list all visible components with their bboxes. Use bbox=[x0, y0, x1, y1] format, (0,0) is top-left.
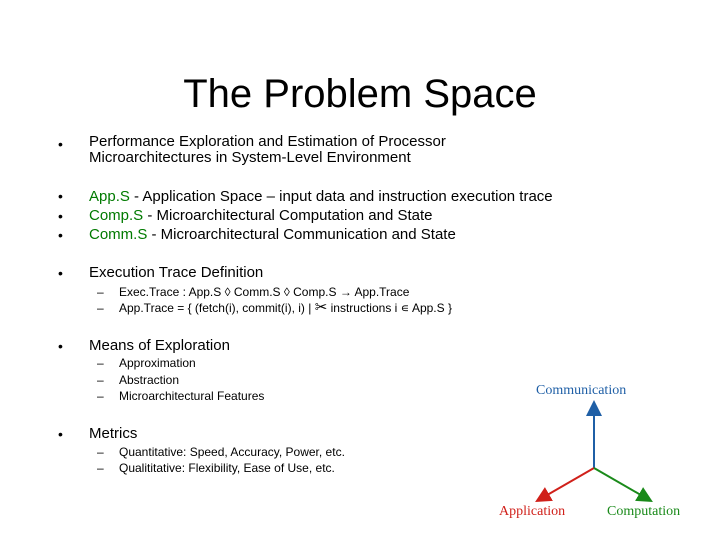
bullet-5-marker: • bbox=[58, 265, 63, 281]
dash: – bbox=[97, 461, 104, 475]
bullet-3-marker: • bbox=[58, 208, 63, 224]
app-s-desc: - Application Space – input data and instruction execution trace bbox=[129, 188, 553, 205]
app-trace-def-b: instructions i ∊ App.S } bbox=[327, 301, 452, 315]
application-label: Application bbox=[499, 504, 566, 519]
exec-trace-heading: Execution Trace Definition bbox=[89, 264, 264, 281]
qualitative-text: Qualititative: Flexibility, Ease of Use, etc. bbox=[119, 461, 335, 475]
quantitative-text: Quantitative: Speed, Accuracy, Power, etc. bbox=[119, 445, 345, 459]
comm-s-term: Comm.S bbox=[89, 226, 148, 243]
bullet-1-line-1: Performance Exploration and Estimation of Processor bbox=[89, 133, 446, 150]
computation-axis bbox=[594, 468, 646, 498]
metrics-heading: Metrics bbox=[89, 425, 138, 442]
forall-symbol: ✂ bbox=[314, 299, 328, 316]
features-text: Microarchitectural Features bbox=[119, 389, 265, 403]
dash: – bbox=[97, 373, 104, 387]
dash: – bbox=[97, 445, 104, 459]
dash: – bbox=[97, 301, 104, 315]
bullet-6-marker: • bbox=[58, 338, 63, 354]
computation-label: Computation bbox=[607, 504, 681, 519]
comm-s-desc: - Microarchitectural Communication and State bbox=[147, 226, 456, 243]
dash: – bbox=[97, 356, 104, 370]
exec-trace-def: Exec.Trace : App.S ◊ Comm.S ◊ Comp.S → App.Trace bbox=[119, 285, 410, 299]
bullet-1-marker: • bbox=[58, 136, 63, 152]
approximation-text: Approximation bbox=[119, 356, 196, 370]
app-s-term: App.S bbox=[89, 188, 130, 205]
application-axis bbox=[542, 468, 594, 498]
bullet-1-line-2: Microarchitectures in System-Level Environment bbox=[89, 149, 411, 166]
app-trace-def-a: App.Trace = { (fetch(i), commit(i), i) | bbox=[119, 301, 315, 315]
dash: – bbox=[97, 389, 104, 403]
bullet-7-marker: • bbox=[58, 426, 63, 442]
comp-s-desc: - Microarchitectural Computation and State bbox=[143, 207, 433, 224]
communication-label: Communication bbox=[536, 383, 627, 398]
bullet-2-marker: • bbox=[58, 188, 63, 204]
dash: – bbox=[97, 285, 104, 299]
comp-s-term: Comp.S bbox=[89, 207, 144, 224]
abstraction-text: Abstraction bbox=[119, 373, 180, 387]
page-title: The Problem Space bbox=[183, 72, 537, 116]
bullet-4-marker: • bbox=[58, 227, 63, 243]
exploration-heading: Means of Exploration bbox=[89, 337, 230, 354]
